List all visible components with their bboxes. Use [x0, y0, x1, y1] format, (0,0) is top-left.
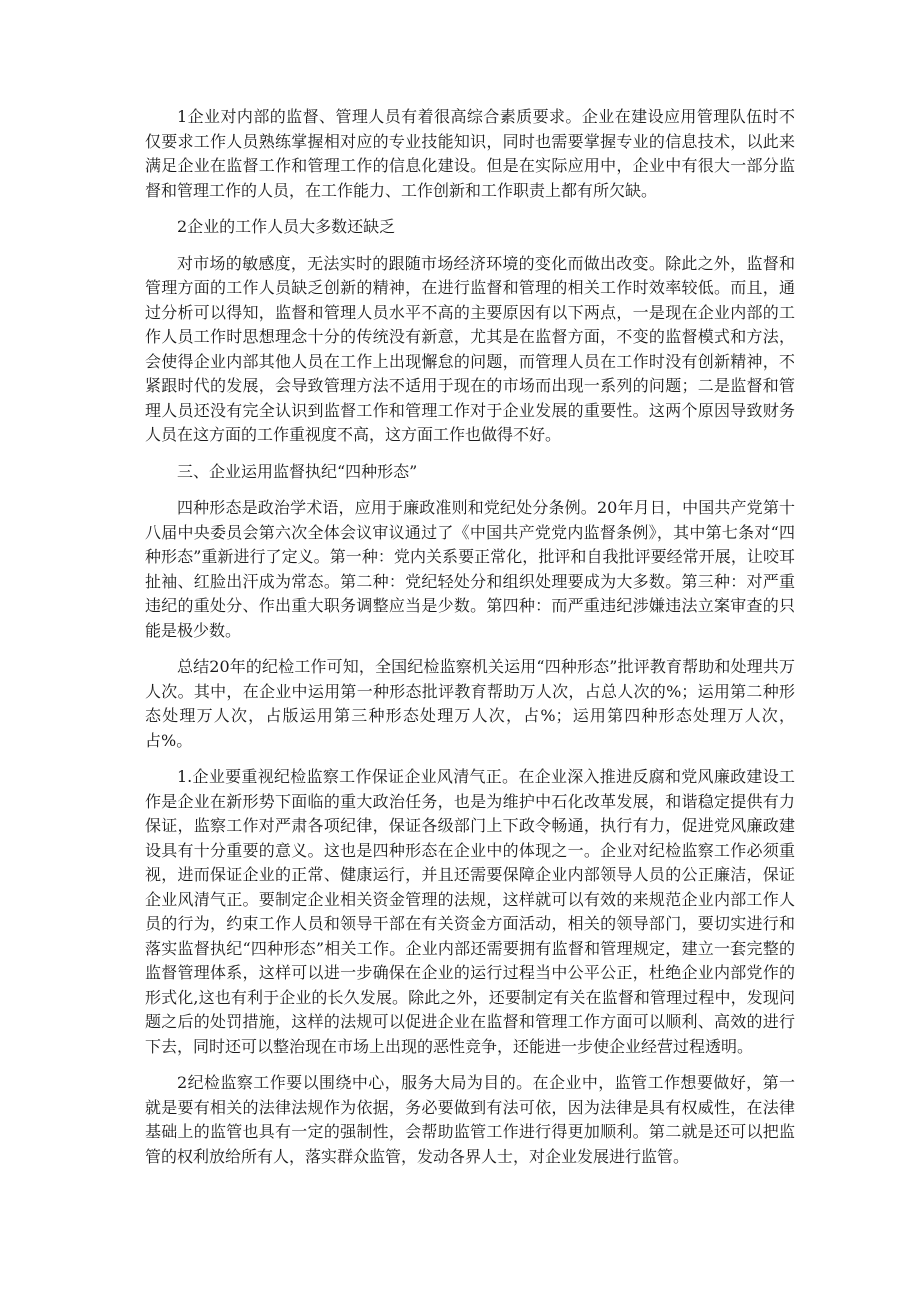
document-page	[145, 105, 795, 1181]
paragraph-3: 对市场的敏感度，无法实时的跟随市场经济环境的变化而做出改变。除此之外，监督和管理方面的工作人员缺乏创新的精神，在进行监督和管理的相关工作时效率较低。而且，通过分析可以得知，监督和管理人员水平不高的主要原因有以下两点，一是现在企业内部的工作人员工作时思想理念十分的传统没有新意，尤其是在监督方面，不变的监督模式和方法，会使得企业内部其他人员在工作上出现懈怠的问题，而管理人员在工作时没有创新精神，不紧跟时代的发展，会导致管理方法不适用于现在的市场而出现一系列的问题；二是监督和管理人员还没有完全认识到监督工作和管理工作对于企业发展的重要性。这两个原因导致财务人员在这方面的工作重视度不高，这方面工作也做得不好。	[145, 253, 795, 444]
paragraph-1: 1企业对内部的监督、管理人员有着很高综合素质要求。企业在建设应用管理队伍时不仅要求工作人员熟练掌握相对应的专业技能知识，同时也需要掌握专业的信息技术，以此来满足企业在监督工作和管理工作的信息化建设。但是在实际应用中，企业中有很大一部分监督和管理工作的人员，在工作能力、工作创新和工作职责上都有所欠缺。	[145, 107, 795, 200]
paragraph-4: 四种形态是政治学术语，应用于廉政准则和党纪处分条例。20年月日，中国共产党第十八届中央委员会第六次全体会议审议通过了《中国共产党党内监督条例》，其中第七条对“四种形态”重新进行了定义。第一种：党内关系要正常化，批评和自我批评要经常开展，让咬耳扯袖、红脸出汗成为常态。第二种：党纪轻处分和组织处理要成为大多数。第三种：对严重违纪的重处分、作出重大职务调整应当是少数。第四种：而严重违纪涉嫌违法立案审查的只能是极少数。	[145, 498, 795, 640]
paragraph-5: 总结20年的纪检工作可知，全国纪检监察机关运用“四种形态”批评教育帮助和处理共万人次。其中，在企业中运用第一种形态批评教育帮助万人次，占总人次的%；运用第二种形态处理万人次，占版运用第三种形态处理万人次，占%；运用第四种形态处理万人次，占%。	[145, 657, 795, 750]
section-heading: 三、企业运用监督执纪“四种形态”	[177, 461, 418, 481]
paragraph-2: 2企业的工作人员大多数还缺乏	[177, 217, 396, 236]
paragraph-6: 1.企业要重视纪检监察工作保证企业风清气正。在企业深入推进反腐和党风廉政建设工作是企业在新形势下面临的重大政治任务，也是为维护中石化改革发展，和谐稳定提供有力保证，监察工作对严肃各项纪律，保证各级部门上下政令畅通，执行有力，促进党风廉政建设具有十分重要的意义。这也是四种形态在企业中的体现之一。企业对纪检监察工作必须重视，进而保证企业的正常、健康运行，并且还需要保障企业内部领导人员的公正廉洁，保证企业风清气正。要制定企业相关资金管理的法规，这样就可以有效的来规范企业内部工作人员的行为，约束工作人员和领导干部在有关资金方面活动，相关的领导部门，要切实进行和落实监督执纪“四种形态”相关工作。企业内部还需要拥有监督和管理规定，建立一套完整的监督管理体系，这样可以进一步确保在企业的运行过程当中公平公正，杜绝企业内部党作的形式化,这也有利于企业的长久发展。除此之外，还要制定有关在监督和管理过程中，发现问题之后的处罚措施，这样的法规可以促进企业在监督和管理工作方面可以顺利、高效的进行下去，同时还可以整治现在市场上出现的恶性竞争，还能进一步使企业经营过程透明。	[145, 767, 795, 1056]
paragraph-7: 2纪检监察工作要以围绕中心，服务大局为目的。在企业中，监管工作想要做好，第一就是要有相关的法律法规作为依据，务必要做到有法可依，因为法律是具有权威性，在法律基础上的监管也具有一定的强制性，会帮助监管工作进行得更加顺利。第二就是还可以把监管的权利放给所有人，落实群众监管，发动各界人士，对企业发展进行监管。	[145, 1073, 795, 1166]
